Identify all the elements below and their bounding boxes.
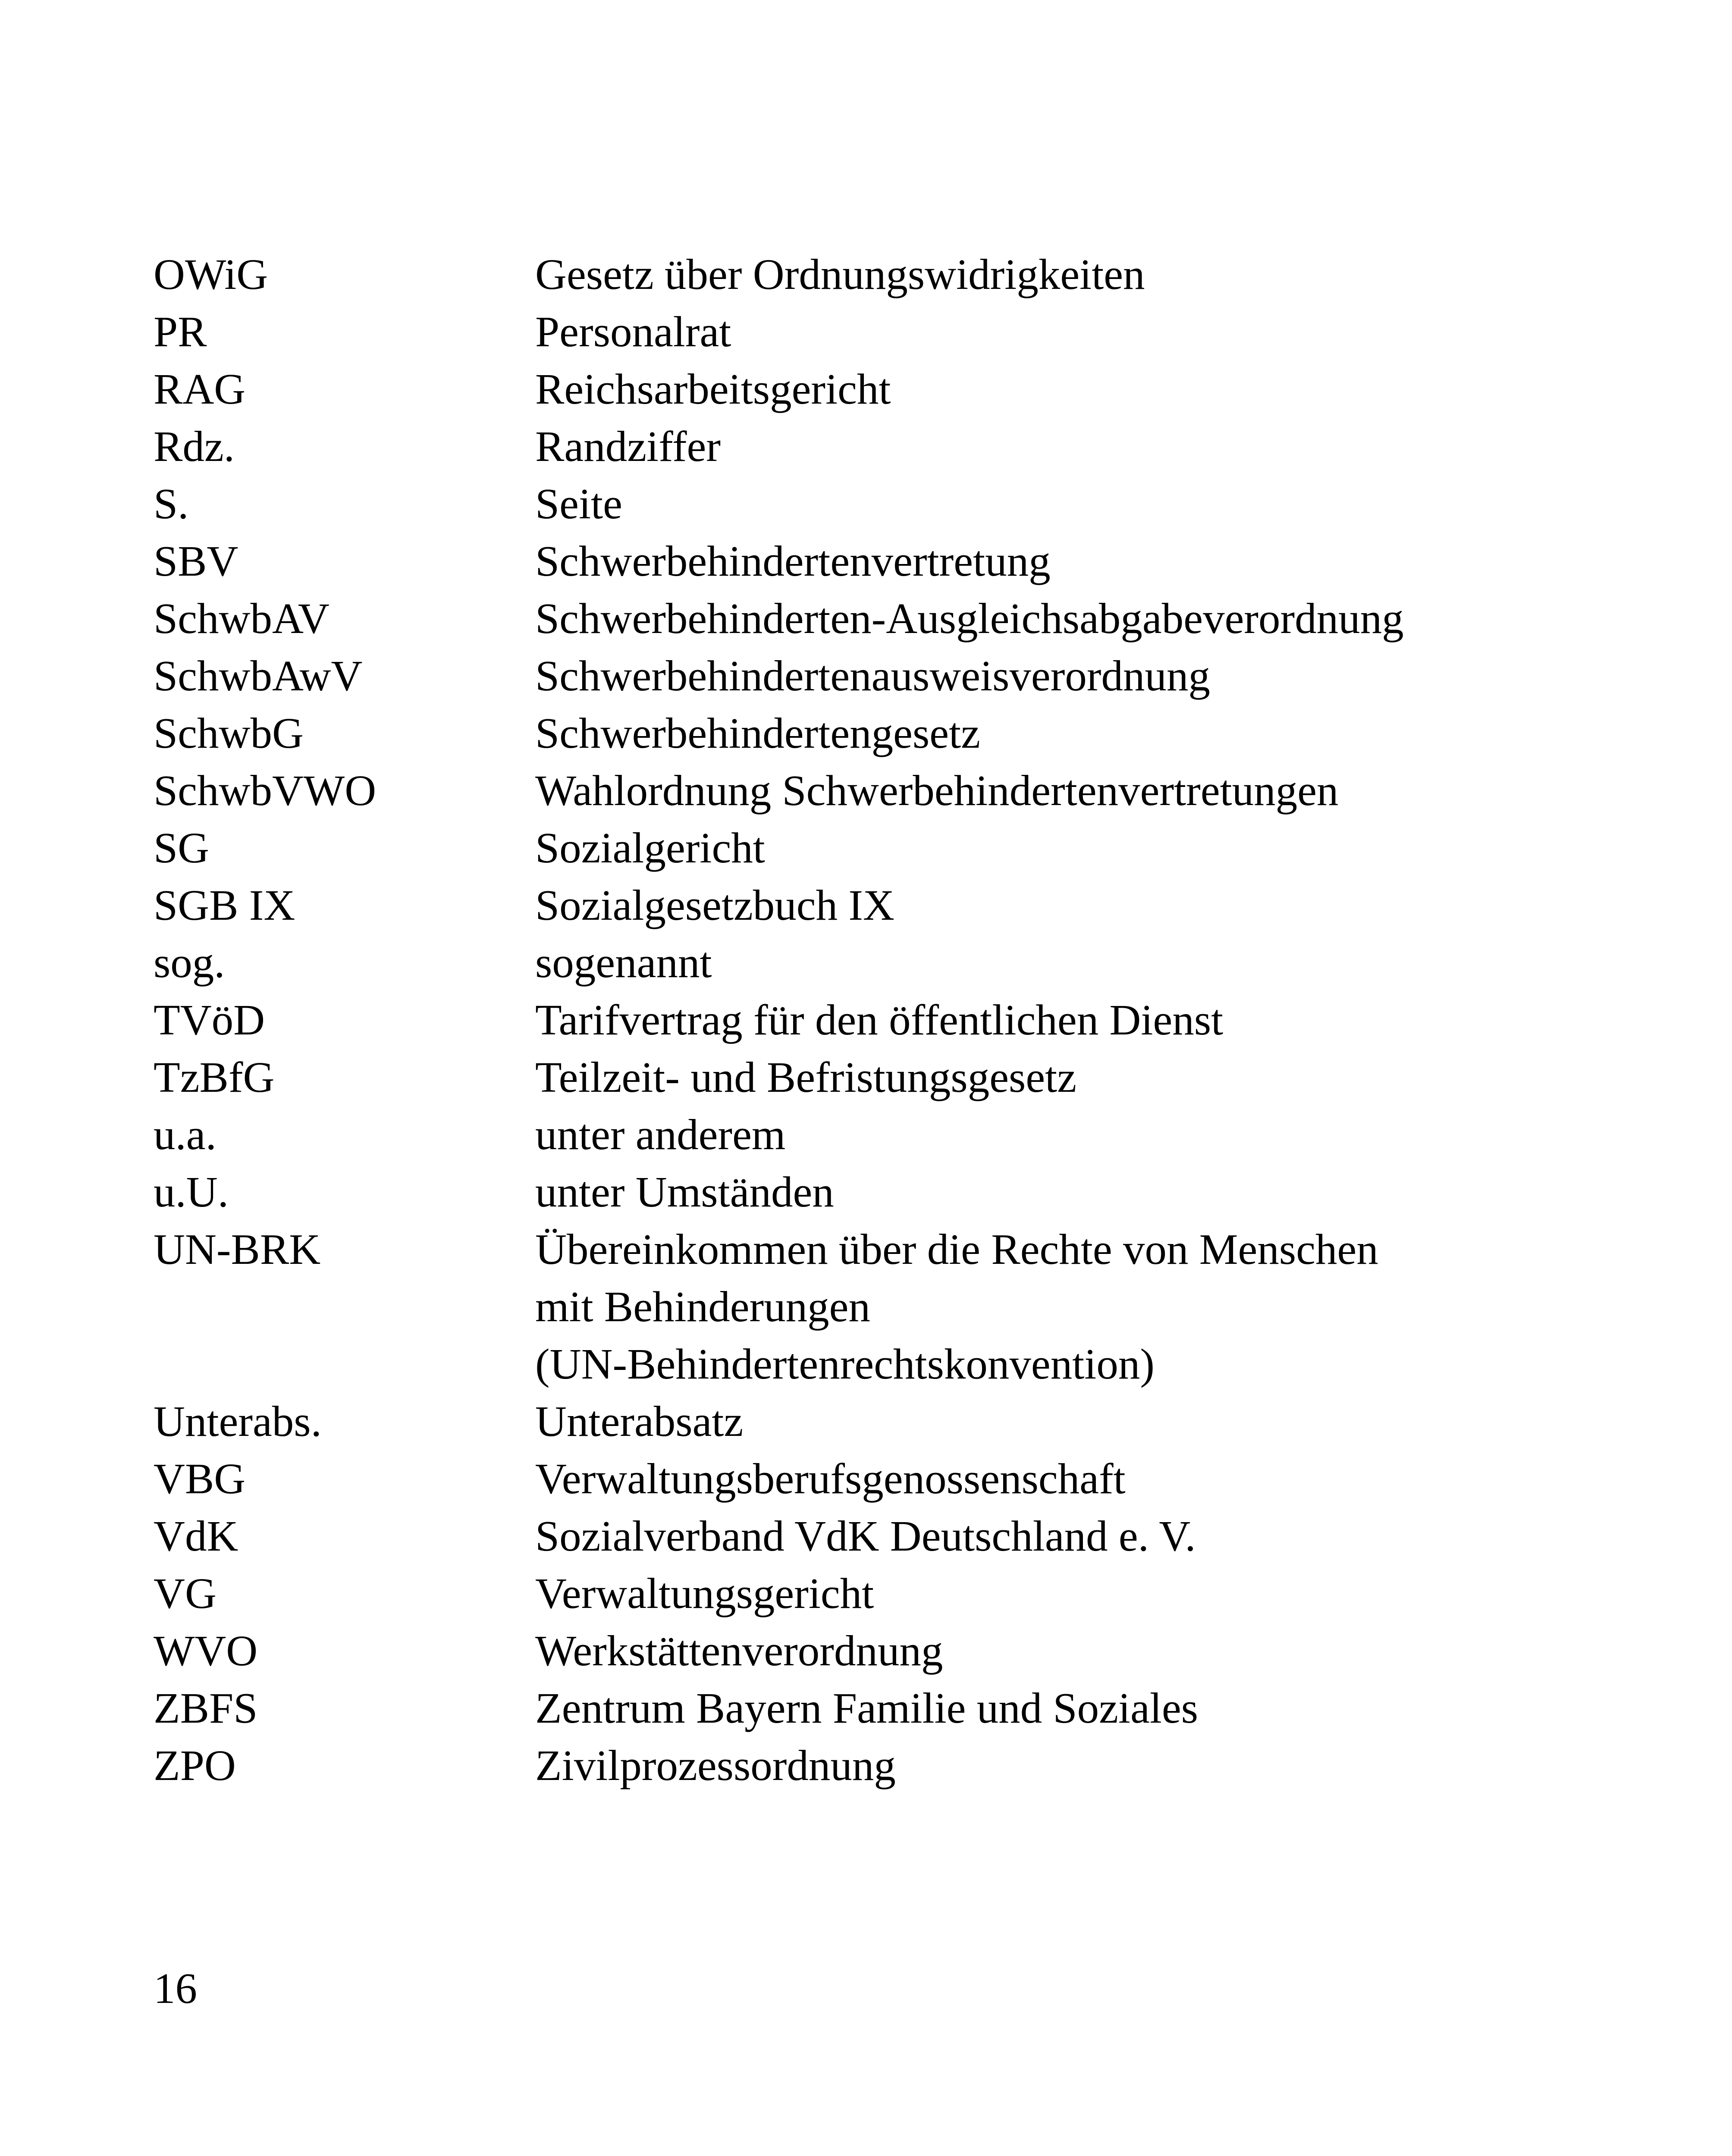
abbreviation-definition bbox=[535, 1393, 1447, 1450]
definition-line: Verwaltungsberufsgenossenschaft bbox=[535, 1454, 1126, 1503]
abbreviation-term: ZPO bbox=[154, 1741, 236, 1789]
abbreviation-row bbox=[154, 303, 1447, 360]
abbreviation-row bbox=[154, 418, 1447, 475]
abbreviation-definition bbox=[535, 877, 1447, 934]
definition-line: Seite bbox=[535, 479, 622, 528]
abbreviation-term: TzBfG bbox=[154, 1053, 275, 1101]
abbreviation-term: TVöD bbox=[154, 996, 265, 1044]
abbreviation-definition bbox=[535, 303, 1447, 360]
definition-line: Zivilprozessordnung bbox=[535, 1741, 896, 1789]
abbreviation-term: VdK bbox=[154, 1512, 238, 1560]
abbreviation-row bbox=[154, 475, 1447, 533]
abbreviation-definition bbox=[535, 762, 1447, 819]
definition-line: Reichsarbeitsgericht bbox=[535, 365, 891, 413]
abbreviation-row bbox=[154, 1221, 1447, 1393]
abbreviation-definition bbox=[535, 1565, 1447, 1622]
definition-line: (UN-Behindertenrechtskonvention) bbox=[535, 1340, 1155, 1388]
abbreviation-definition bbox=[535, 418, 1447, 475]
definition-line: Gesetz über Ordnungswidrigkeiten bbox=[535, 250, 1145, 298]
definition-line: Wahlordnung Schwerbehindertenvertretungen bbox=[535, 766, 1339, 815]
abbreviation-definition bbox=[535, 1680, 1447, 1737]
abbreviation-term: UN-BRK bbox=[154, 1225, 321, 1273]
abbreviation-definition bbox=[535, 1106, 1447, 1163]
definition-line: Schwerbehindertengesetz bbox=[535, 709, 980, 757]
abbreviation-term: Unterabs. bbox=[154, 1397, 322, 1445]
definition-line: unter Umständen bbox=[535, 1168, 834, 1216]
abbreviation-definition bbox=[535, 934, 1447, 991]
definition-line: sogenannt bbox=[535, 938, 712, 987]
abbreviation-definition bbox=[535, 1163, 1447, 1221]
abbreviation-row bbox=[154, 762, 1447, 819]
abbreviation-row bbox=[154, 1565, 1447, 1622]
definition-line: Sozialgericht bbox=[535, 824, 765, 872]
definition-line: unter anderem bbox=[535, 1110, 786, 1159]
abbreviation-row bbox=[154, 590, 1447, 647]
abbreviation-term: OWiG bbox=[154, 250, 268, 298]
definition-line: Werkstättenverordnung bbox=[535, 1626, 943, 1675]
abbreviation-term: Rdz. bbox=[154, 422, 235, 470]
definition-line: mit Behinderungen bbox=[535, 1282, 870, 1331]
abbreviation-term: SBV bbox=[154, 537, 238, 585]
abbreviation-definition bbox=[535, 1221, 1447, 1393]
definition-line: Schwerbehindertenvertretung bbox=[535, 537, 1051, 585]
definition-line: Verwaltungsgericht bbox=[535, 1569, 874, 1617]
abbreviation-term: PR bbox=[154, 307, 207, 356]
definition-line: Tarifvertrag für den öffentlichen Dienst bbox=[535, 996, 1224, 1044]
abbreviation-row bbox=[154, 819, 1447, 877]
abbreviation-term: SchwbVWO bbox=[154, 766, 377, 815]
definition-line: Zentrum Bayern Familie und Soziales bbox=[535, 1684, 1199, 1732]
abbreviation-definition bbox=[535, 533, 1447, 590]
abbreviation-row bbox=[154, 705, 1447, 762]
definition-line: Randziffer bbox=[535, 422, 721, 470]
abbreviation-row bbox=[154, 1737, 1447, 1794]
abbreviation-row bbox=[154, 1393, 1447, 1450]
abbreviation-definition bbox=[535, 1450, 1447, 1507]
abbreviation-definition bbox=[535, 991, 1447, 1049]
abbreviation-row bbox=[154, 1680, 1447, 1737]
definition-line: Schwerbehinderten-Ausgleichsabgabeverordnung bbox=[535, 594, 1404, 642]
abbreviation-term: VBG bbox=[154, 1454, 246, 1503]
abbreviation-list bbox=[154, 246, 1447, 1794]
definition-line: Teilzeit- und Befristungsgesetz bbox=[535, 1053, 1077, 1101]
abbreviation-term: u.a. bbox=[154, 1110, 216, 1159]
definition-line: Sozialverband VdK Deutschland e. V. bbox=[535, 1512, 1196, 1560]
abbreviation-row bbox=[154, 533, 1447, 590]
definition-line: Schwerbehindertenausweisverordnung bbox=[535, 652, 1211, 700]
abbreviation-row bbox=[154, 934, 1447, 991]
abbreviation-term: WVO bbox=[154, 1626, 258, 1675]
abbreviation-row bbox=[154, 647, 1447, 705]
abbreviation-definition bbox=[535, 705, 1447, 762]
abbreviation-row bbox=[154, 1049, 1447, 1106]
abbreviation-definition bbox=[535, 360, 1447, 418]
definition-line: Sozialgesetzbuch IX bbox=[535, 881, 894, 929]
abbreviation-row bbox=[154, 360, 1447, 418]
abbreviation-term: SchwbAV bbox=[154, 594, 329, 642]
definition-line: Unterabsatz bbox=[535, 1397, 744, 1445]
abbreviation-row bbox=[154, 991, 1447, 1049]
abbreviation-row bbox=[154, 246, 1447, 303]
abbreviation-definition bbox=[535, 1622, 1447, 1680]
abbreviation-definition bbox=[535, 475, 1447, 533]
abbreviation-definition bbox=[535, 647, 1447, 705]
definition-line: Übereinkommen über die Rechte von Menschen bbox=[535, 1225, 1378, 1273]
abbreviation-definition bbox=[535, 246, 1447, 303]
abbreviation-row bbox=[154, 877, 1447, 934]
abbreviation-definition bbox=[535, 1049, 1447, 1106]
abbreviation-term: SchwbG bbox=[154, 709, 304, 757]
abbreviation-definition bbox=[535, 1737, 1447, 1794]
abbreviation-term: S. bbox=[154, 479, 189, 528]
page-number: 16 bbox=[154, 1964, 197, 2012]
abbreviation-row bbox=[154, 1622, 1447, 1680]
abbreviation-term: SchwbAwV bbox=[154, 652, 363, 700]
abbreviation-term: u.U. bbox=[154, 1168, 229, 1216]
abbreviation-term: SGB IX bbox=[154, 881, 295, 929]
abbreviation-definition bbox=[535, 819, 1447, 877]
abbreviation-term: ZBFS bbox=[154, 1684, 258, 1732]
abbreviation-row bbox=[154, 1507, 1447, 1565]
abbreviation-row bbox=[154, 1106, 1447, 1163]
abbreviation-row bbox=[154, 1163, 1447, 1221]
abbreviation-term: SG bbox=[154, 824, 210, 872]
definition-line: Personalrat bbox=[535, 307, 731, 356]
abbreviation-term: sog. bbox=[154, 938, 225, 987]
abbreviation-term: RAG bbox=[154, 365, 246, 413]
abbreviation-term: VG bbox=[154, 1569, 216, 1617]
abbreviation-definition bbox=[535, 590, 1447, 647]
abbreviation-definition bbox=[535, 1507, 1447, 1565]
abbreviation-row bbox=[154, 1450, 1447, 1507]
